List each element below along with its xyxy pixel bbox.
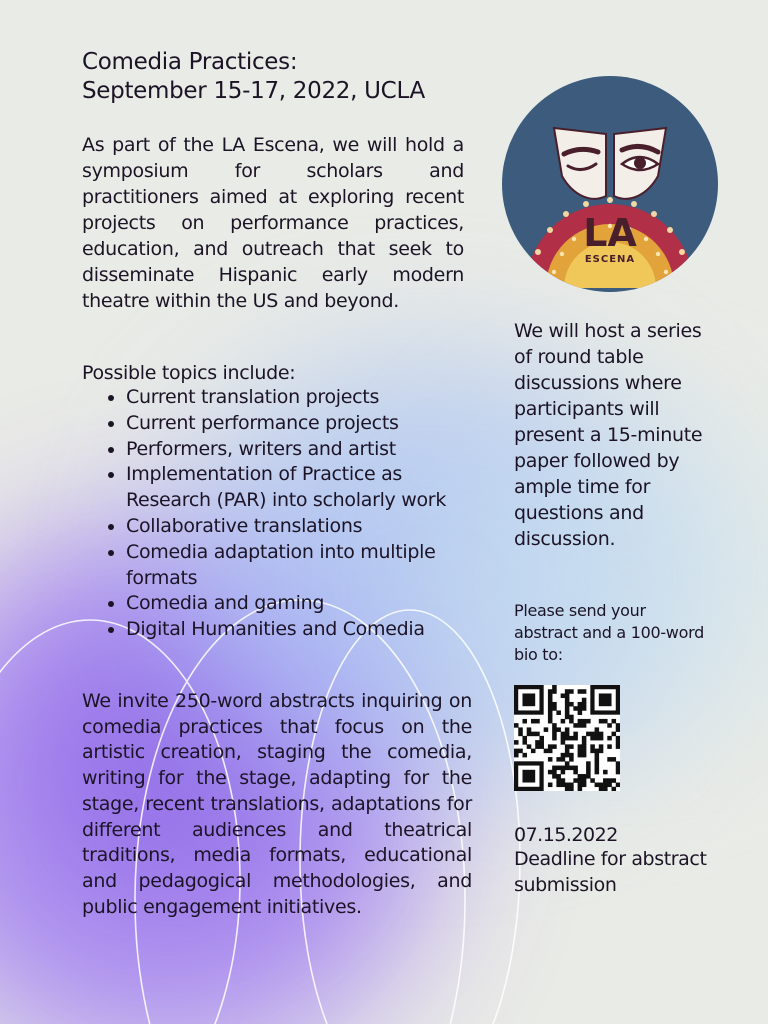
list-item: • Comedia and gaming bbox=[126, 591, 482, 617]
list-item: • Digital Humanities and Comedia bbox=[126, 617, 482, 643]
list-item: • Implementation of Practice as Research (PAR) into scholarly work bbox=[126, 462, 482, 514]
roundtable-paragraph: We will host a series of round table discussions where participants will present a 15-minute paper followed by ample time for questions and discussion. bbox=[514, 320, 703, 550]
list-item: • Collaborative translations bbox=[126, 514, 482, 540]
deadline-date: 07.15.2022 bbox=[514, 824, 618, 846]
deadline-label: Deadline for abstract submission bbox=[514, 848, 707, 896]
logo-text-la: LA bbox=[583, 211, 637, 255]
topics-list bbox=[82, 385, 482, 643]
send-abstract-text: Please send your abstract and a 100-word bio to: bbox=[514, 601, 704, 664]
title-line-2: September 15-17, 2022, UCLA bbox=[82, 78, 425, 104]
page-title bbox=[82, 48, 502, 106]
list-item: • Performers, writers and artist bbox=[126, 437, 482, 463]
logo-text-layer bbox=[502, 76, 718, 292]
invite-paragraph: We invite 250-word abstracts inquiring on comedia practices that focus on the artistic creation, staging the comedia, writing for the stage, adapting for the stage, recent translations, adaptations for different audiences and theatrical traditions, media formats, educational and pedagogical methodologies, and public engagement initiatives. bbox=[82, 690, 472, 918]
intro-paragraph: As part of the LA Escena, we will hold a symposium for scholars and practitioners aimed at exploring recent projects on performance practices, education, and outreach that seek to disseminate Hispanic early modern theatre within the US and beyond. bbox=[82, 134, 464, 312]
topics-heading: Possible topics include: bbox=[82, 362, 296, 384]
qr-code-icon[interactable] bbox=[514, 685, 620, 791]
title-line-1: Comedia Practices: bbox=[82, 49, 298, 75]
logo-text-escena: ESCENA bbox=[584, 254, 636, 265]
list-item: • Comedia adaptation into multiple formats bbox=[126, 540, 482, 592]
list-item: • Current performance projects bbox=[126, 411, 482, 437]
list-item: • Current translation projects bbox=[126, 385, 482, 411]
